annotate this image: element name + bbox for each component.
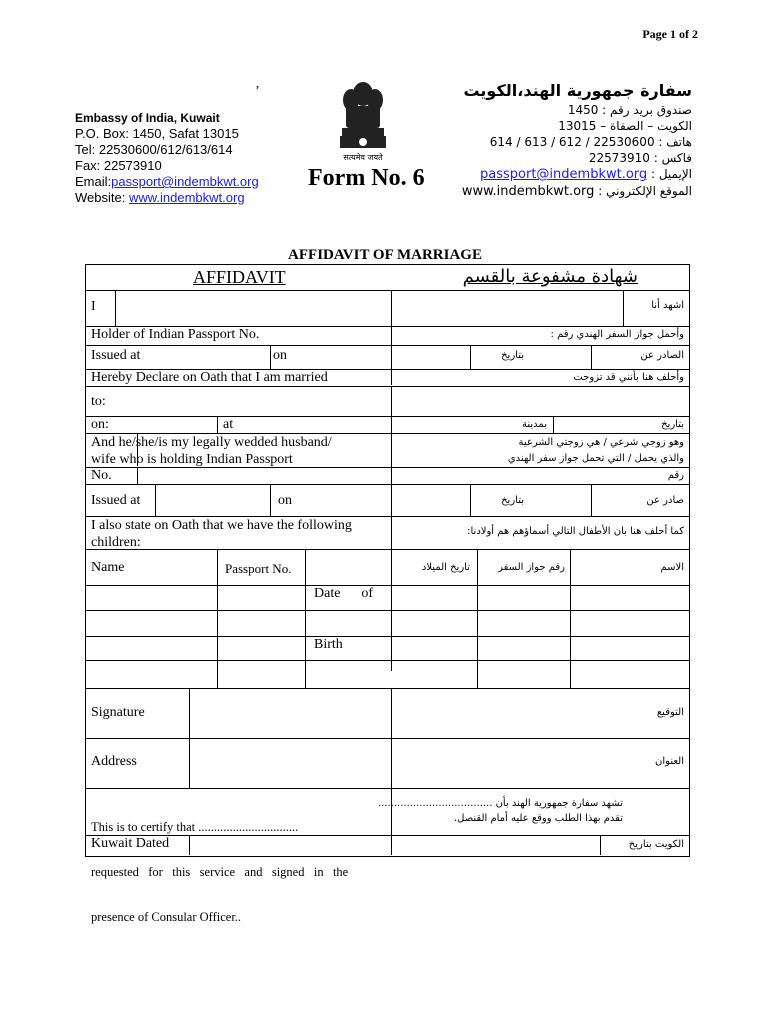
col-header-dob	[314, 551, 373, 687]
label-to: to:	[91, 394, 106, 409]
safat-ar: الكويت – الصفاة –	[600, 119, 692, 133]
website-label-ar: الموقع الإلكتروني :	[594, 184, 692, 198]
label-spouse-line1: And he/she/is my legally wedded husband/	[91, 435, 332, 450]
label-spouse-ar-line2: والذي يحمل / التي تحمل جواز سفر الهندي	[507, 453, 684, 464]
name-field[interactable]	[117, 292, 621, 324]
label-spouse-passport-ar	[508, 435, 684, 467]
label-children	[91, 517, 352, 551]
label-passport-holder-ar: وأحمل جواز السفر الهندي رقم :	[550, 329, 684, 340]
label-kuwait-dated: Kuwait Dated	[91, 836, 170, 851]
issued-at-field[interactable]	[177, 347, 269, 367]
page-number: Page 1 of 2	[642, 27, 698, 41]
website-label: Website:	[75, 190, 129, 205]
label-marriage-date-ar: بتاريخ	[661, 419, 684, 430]
certify-text	[91, 790, 348, 955]
website-link[interactable]: www.indembkwt.org	[128, 190, 245, 205]
national-emblem-icon	[332, 76, 394, 166]
label-spouse-issued-on: on	[278, 493, 292, 508]
label-i-ar: اشهد أنا	[651, 300, 684, 311]
embassy-address-en	[75, 110, 259, 206]
col-header-name-ar: الاسم	[660, 562, 684, 573]
label-declare-ar: وأحلف هنا بأنني قد تزوجت	[573, 372, 684, 383]
label-marriage-on: on:	[91, 417, 109, 432]
col-header-passport-ar: رقم جواز السفر	[498, 562, 565, 573]
col-header-dob-line1: Date of	[314, 586, 374, 601]
label-issued-at-ar: الصادر عن	[640, 350, 684, 361]
label-spouse-passport-no-ar: رقم	[667, 470, 684, 481]
embassy-fax: Fax: 22573910	[75, 158, 162, 173]
address-field[interactable]	[191, 740, 389, 786]
label-spouse-issued-at: Issued at	[91, 493, 141, 508]
label-issued-date-ar: بتاريخ	[501, 350, 524, 361]
embassy-address-ar	[392, 80, 692, 200]
embassy-website-row	[75, 190, 259, 206]
label-spouse-passport-no: No.	[91, 468, 112, 483]
email-label: Email:	[75, 174, 112, 189]
embassy-tel-ar: هاتف : 22530600 / 612 / 613 / 614	[489, 135, 692, 149]
embassy-fax-ar: فاكس : 22573910	[588, 151, 692, 165]
signature-field[interactable]	[191, 690, 389, 736]
label-city-ar: بمدينة	[522, 419, 547, 430]
certify-line1: This is to certify that ................................	[91, 820, 299, 834]
certify-line2: requested for this service and signed in the	[91, 865, 349, 879]
label-address: Address	[91, 754, 137, 769]
email-label-ar: الإيميل :	[647, 167, 692, 181]
certify-ar-line2: تقدم بهذا الطلب ووقع عليه أمام القنصل.	[453, 813, 623, 824]
section-title-en: AFFIDAVIT	[193, 267, 286, 287]
email-link-ar[interactable]: passport@indembkwt.org	[480, 167, 648, 182]
label-spouse-issued-at-ar: صادر عن	[646, 495, 684, 506]
label-spouse-ar-line1: وهو زوجي شرعي / هي زوجتي الشرعية	[518, 437, 684, 448]
label-signature: Signature	[91, 705, 145, 720]
embassy-tel: Tel: 22530600/612/613/614	[75, 142, 233, 157]
zip-ar: 13015	[558, 119, 597, 133]
emblem-motto: सत्यमेव जयते	[343, 153, 383, 162]
label-kuwait-dated-ar: الكويت بتاريخ	[628, 839, 684, 850]
label-address-ar: العنوان	[655, 756, 684, 767]
embassy-safat-ar	[392, 118, 692, 134]
certify-text-ar	[378, 796, 623, 826]
label-declare: Hereby Declare on Oath that I am married	[91, 370, 328, 385]
certify-line3: presence of Consular Officer..	[91, 910, 242, 924]
stray-mark: ’	[255, 84, 260, 99]
label-spouse-line2: wife who is holding Indian Passport	[91, 452, 293, 467]
certify-ar-line1: تشهد سفارة جمهورية الهند بأن ....................................	[377, 798, 623, 809]
spouse-name-field[interactable]	[115, 388, 685, 414]
col-header-dob-ar: تاريخ الميلاد	[421, 562, 470, 573]
label-signature-ar: التوقيع	[656, 707, 684, 718]
embassy-email-ar-row	[392, 166, 692, 183]
label-children-ar: كما أحلف هنا بان الأطفال التالي أسماؤهم هم أولادنا:	[467, 526, 684, 537]
embassy-email-row	[75, 174, 259, 190]
dated-field[interactable]	[191, 837, 599, 854]
label-children-line2: children:	[91, 535, 141, 550]
embassy-website-ar-row	[392, 183, 692, 200]
col-header-dob-line2: Birth	[314, 637, 343, 652]
affidavit-form	[85, 264, 690, 924]
section-title-ar: شهادة مشفوعة بالقسم	[462, 266, 638, 287]
website-ar[interactable]: www.indembkwt.org	[461, 184, 595, 199]
embassy-name-ar: سفارة جمهورية الهند،الكويت	[463, 81, 692, 100]
label-i: I	[91, 299, 96, 314]
email-link[interactable]: passport@indembkwt.org	[111, 174, 259, 189]
label-marriage-at: at	[223, 417, 234, 432]
embassy-pobox-ar: صندوق بريد رقم : 1450	[567, 103, 692, 117]
label-spouse-passport	[91, 434, 332, 468]
main-title: AFFIDAVIT OF MARRIAGE	[288, 247, 482, 263]
label-children-line1: I also state on Oath that we have the following	[91, 518, 352, 533]
label-spouse-issued-date-ar: بتاريخ	[501, 495, 524, 506]
embassy-name: Embassy of India, Kuwait	[75, 111, 220, 125]
label-issued-on: on	[273, 348, 287, 363]
form-number: Form No. 6	[308, 165, 425, 191]
col-header-passport: Passport No.	[225, 561, 292, 576]
col-header-name: Name	[91, 560, 125, 575]
label-passport-holder: Holder of Indian Passport No.	[91, 327, 260, 342]
label-issued-at: Issued at	[91, 348, 141, 363]
embassy-pobox: P.O. Box: 1450, Safat 13015	[75, 126, 239, 141]
